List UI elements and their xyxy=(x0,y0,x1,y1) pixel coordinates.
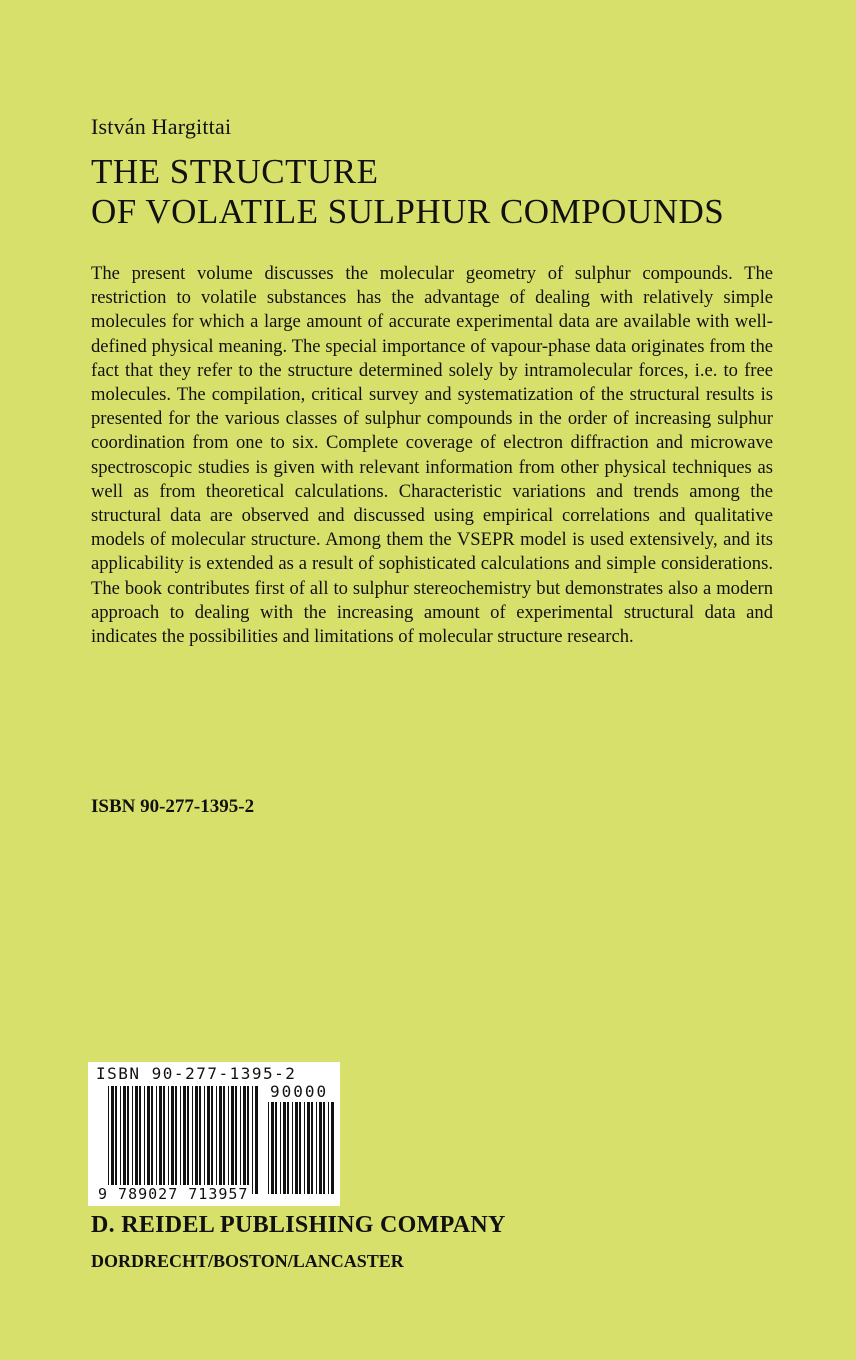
ean-bar-16 xyxy=(171,1086,174,1194)
ean-bar-5 xyxy=(127,1086,129,1194)
isbn-label: ISBN 90-277-1395-2 xyxy=(91,796,255,817)
ean-bar-20 xyxy=(187,1086,189,1194)
ean-bar-17 xyxy=(175,1086,177,1194)
addon-bar-2 xyxy=(275,1102,277,1194)
publisher-name: D. REIDEL PUBLISHING COMPANY xyxy=(91,1212,506,1238)
addon-bar-4 xyxy=(283,1102,286,1194)
addon-bar-16 xyxy=(331,1102,334,1194)
title-line-2: OF VOLATILE SULPHUR COMPOUNDS xyxy=(91,192,725,231)
ean-bar-4 xyxy=(123,1086,126,1194)
ean-bar-2 xyxy=(115,1086,117,1194)
addon-bar-5 xyxy=(287,1102,289,1194)
addon-bar-11 xyxy=(311,1102,313,1194)
addon-bar-3 xyxy=(280,1102,281,1194)
ean-bar-29 xyxy=(223,1086,225,1194)
addon-bar-12 xyxy=(316,1102,317,1194)
ean-bar-19 xyxy=(183,1086,186,1194)
ean-bar-8 xyxy=(139,1086,141,1194)
addon-bar-13 xyxy=(319,1102,322,1194)
addon-bar-15 xyxy=(328,1102,329,1194)
ean-bar-21 xyxy=(192,1086,193,1194)
ean-bar-33 xyxy=(240,1086,241,1194)
ean-bar-28 xyxy=(219,1086,222,1194)
ean-bar-31 xyxy=(231,1086,234,1194)
book-description: The present volume discusses the molecular geometry of sulphur compounds. The restriction to volatile substances has the advantage of dealing with relatively simple molecules for which a large amount of accurate experimental data are available with well-defined physical meaning. The special importance of vapour-phase data originates from the fact that they refer to the structure determined solely by intramolecular forces, i.e. to free molecules. The compilation, critical survey and systematization of the structural results is presented for the various classes of sulphur compounds in the order of increasing sulphur coordination from one to six. Complete coverage of electron diffraction and microwave spectroscopic studies is given with relevant information from other physical techniques as well as from theoretical calculations. Characteristic variations and trends among the structural data are observed and discussed using empirical correlations and qualitative models of molecular structure. Among them the VSEPR model is used extensively, and its applicability is extended as a result of sophisticated calculations and simple considerations. The book contributes first of all to sulphur stereochemistry but demonstrates also a modern approach to dealing with the increasing amount of experimental structural data and indicates the possibilities and limitations of molecular structure research. xyxy=(91,263,773,648)
ean-bar-24 xyxy=(204,1086,205,1194)
addon-bar-14 xyxy=(323,1102,325,1194)
barcode-isbn-text: ISBN 90-277-1395-2 xyxy=(96,1064,297,1083)
ean-bar-32 xyxy=(235,1086,237,1194)
ean-bar-1 xyxy=(111,1086,114,1194)
addon-bar-8 xyxy=(299,1102,301,1194)
title-line-1: THE STRUCTURE xyxy=(91,152,379,191)
ean-bar-34 xyxy=(243,1086,246,1194)
ean-bar-25 xyxy=(207,1086,210,1194)
book-title xyxy=(91,152,724,232)
ean-bar-37 xyxy=(255,1086,258,1194)
addon-bar-0 xyxy=(268,1102,269,1194)
ean-bar-7 xyxy=(135,1086,138,1194)
ean-bar-12 xyxy=(156,1086,157,1194)
barcode-box xyxy=(88,1062,340,1206)
barcode-ean-digits: 9 789027 713957 xyxy=(98,1185,249,1203)
ean-bar-14 xyxy=(163,1086,165,1194)
addon-bar-1 xyxy=(271,1102,274,1194)
addon-bar-9 xyxy=(304,1102,305,1194)
publisher-cities: DORDRECHT/BOSTON/LANCASTER xyxy=(91,1251,404,1271)
ean-bar-30 xyxy=(228,1086,229,1194)
author-name: István Hargittai xyxy=(91,114,232,139)
ean-bar-11 xyxy=(151,1086,153,1194)
addon-bar-7 xyxy=(295,1102,298,1194)
ean-bar-9 xyxy=(144,1086,145,1194)
ean-bar-3 xyxy=(120,1086,121,1194)
ean-bar-18 xyxy=(180,1086,181,1194)
ean-bar-36 xyxy=(252,1086,253,1194)
ean-bar-6 xyxy=(132,1086,133,1194)
addon-bar-6 xyxy=(292,1102,293,1194)
ean-bar-10 xyxy=(147,1086,150,1194)
ean-bar-13 xyxy=(159,1086,162,1194)
ean-bar-27 xyxy=(216,1086,217,1194)
ean-bar-22 xyxy=(195,1086,198,1194)
ean-bar-15 xyxy=(168,1086,169,1194)
ean-bar-26 xyxy=(211,1086,213,1194)
ean-bar-23 xyxy=(199,1086,201,1194)
ean-bar-0 xyxy=(108,1086,109,1194)
barcode-price-code: 90000 xyxy=(270,1082,329,1101)
addon-bar-10 xyxy=(307,1102,310,1194)
ean-bar-35 xyxy=(247,1086,249,1194)
